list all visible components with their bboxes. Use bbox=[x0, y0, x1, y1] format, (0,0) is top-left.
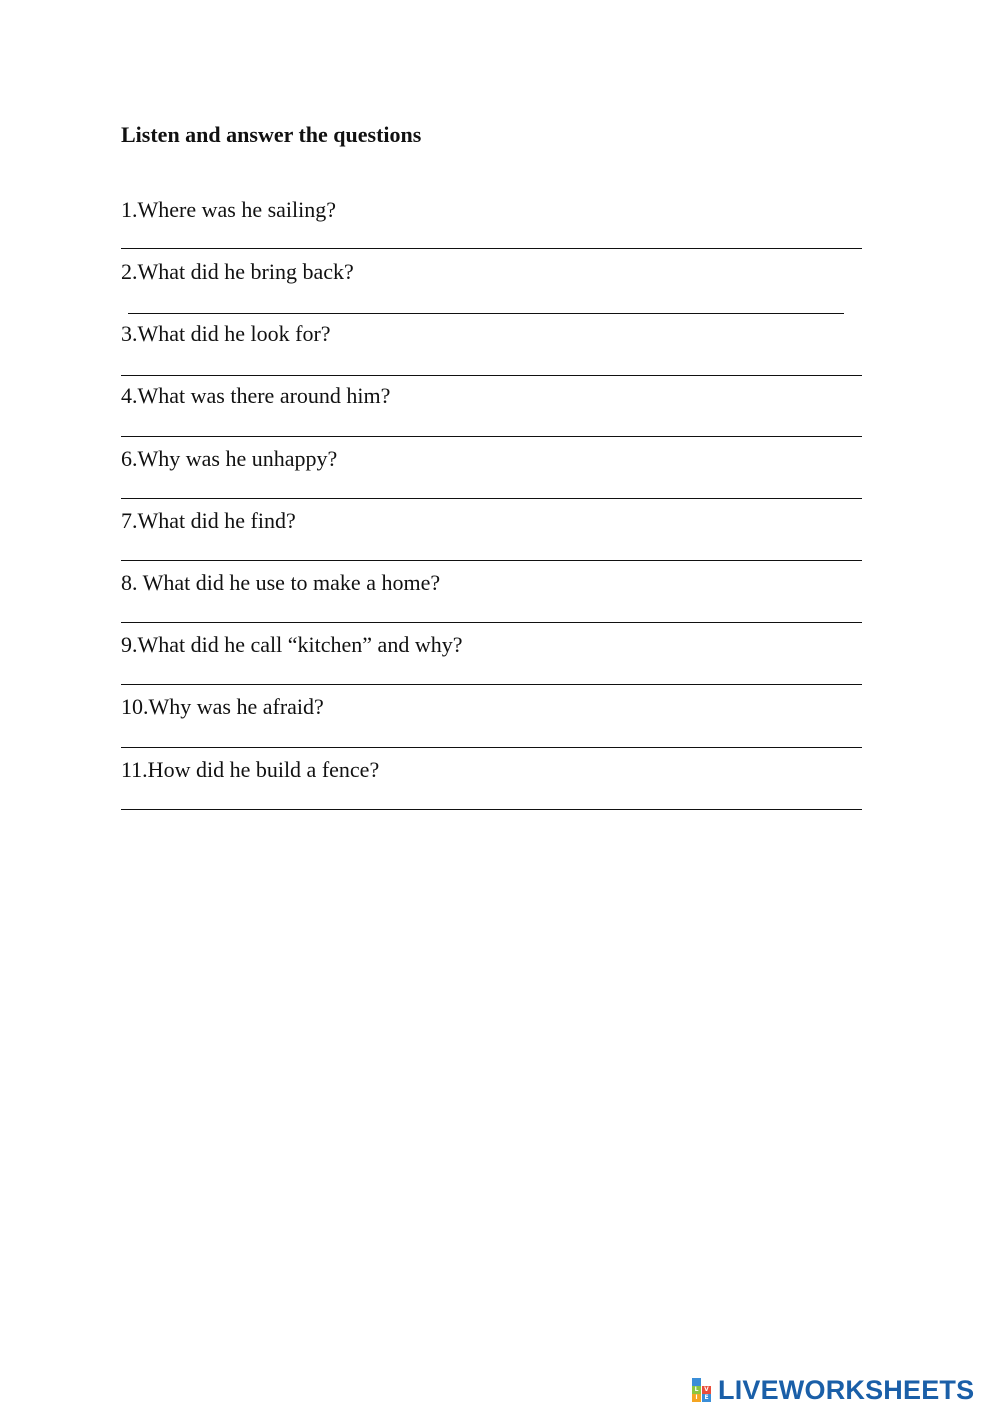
answer-line-9[interactable] bbox=[121, 684, 862, 685]
logo-tile-l: L bbox=[692, 1386, 701, 1394]
logo-tile-i: I bbox=[692, 1394, 701, 1402]
question-10: 10.Why was he afraid? bbox=[121, 694, 324, 719]
logo-tile-e: E bbox=[702, 1394, 711, 1402]
answer-line-11[interactable] bbox=[121, 809, 862, 810]
answer-line-1[interactable] bbox=[121, 248, 862, 249]
logo-tile-v: V bbox=[702, 1386, 711, 1394]
liveworksheets-logo bbox=[692, 1376, 974, 1404]
question-8: 8. What did he use to make a home? bbox=[121, 570, 441, 595]
question-11: 11.How did he build a fence? bbox=[121, 757, 380, 782]
question-3: 3.What did he look for? bbox=[121, 321, 331, 346]
question-4: 4.What was there around him? bbox=[121, 383, 391, 408]
answer-line-8[interactable] bbox=[121, 622, 862, 623]
question-2: 2.What did he bring back? bbox=[121, 259, 354, 284]
answer-line-7[interactable] bbox=[121, 560, 862, 561]
question-7: 7.What did he find? bbox=[121, 508, 296, 533]
answer-line-6[interactable] bbox=[121, 498, 862, 499]
answer-line-4[interactable] bbox=[121, 436, 862, 437]
logo-tile-1 bbox=[692, 1378, 701, 1386]
worksheet-title: Listen and answer the questions bbox=[121, 122, 422, 147]
question-9: 9.What did he call “kitchen” and why? bbox=[121, 632, 463, 657]
liveworksheets-logo-icon bbox=[692, 1378, 716, 1402]
question-1: 1.Where was he sailing? bbox=[121, 197, 337, 222]
question-6: 6.Why was he unhappy? bbox=[121, 446, 338, 471]
answer-line-3[interactable] bbox=[121, 375, 862, 376]
logo-wordmark: LIVEWORKSHEETS bbox=[718, 1375, 975, 1405]
answer-line-2[interactable] bbox=[128, 313, 844, 314]
answer-line-10[interactable] bbox=[121, 747, 862, 748]
